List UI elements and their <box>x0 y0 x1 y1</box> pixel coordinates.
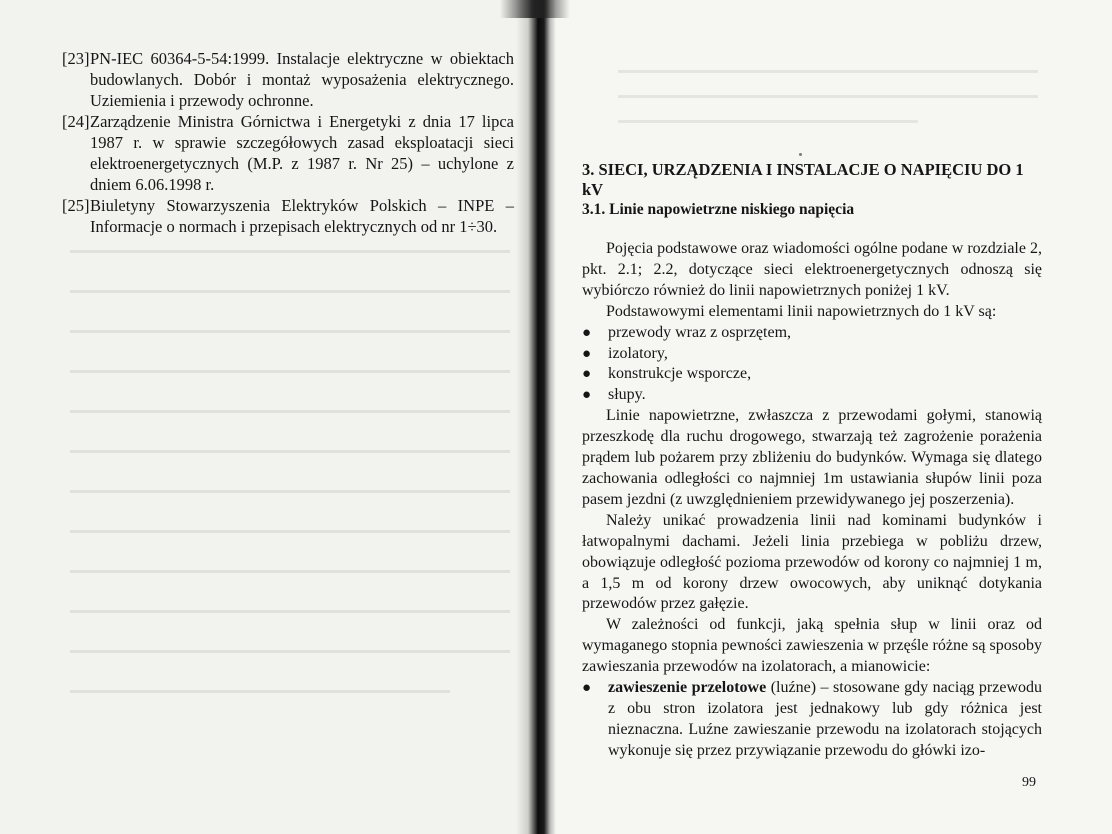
list-item-text <box>608 678 1042 762</box>
paragraph: Podstawowymi elementami linii napowietrznych do 1 kV są: <box>606 302 997 320</box>
paragraph: W zależności od funkcji, jaką spełnia słup w linii oraz od wymaganego stopnia pewności zawieszenia w przęśle różne są sposoby zawieszania przewodów na izolatorach, a mianowicie: <box>582 616 1042 676</box>
paragraph: Należy unikać prowadzenia linii nad kominami budynków i łatwopalnymi dachami. Jeżeli linia przebiega w pobliżu drzew, obowiązuje odległość pozioma przewodów od korony co najmniej 1 m, a 1,5 m od korony drzew owocowych, aby uniknąć dotykania przewodów przez gałęzie. <box>582 511 1042 613</box>
bleed-through <box>70 330 510 333</box>
list-item-text: konstrukcje wsporcze, <box>608 365 752 383</box>
reference-number: [23] <box>62 49 90 68</box>
list-item <box>582 364 1042 385</box>
bullet-icon: ● <box>582 387 592 404</box>
bleed-through <box>70 690 450 693</box>
book-edge-shadow <box>500 0 570 18</box>
method-term: zawieszenie przelotowe <box>608 679 767 697</box>
list-item <box>582 385 1042 406</box>
bleed-through <box>70 610 510 613</box>
bleed-through <box>70 290 510 293</box>
reference-item <box>62 111 514 195</box>
list-item-text: słupy. <box>608 386 646 404</box>
scan-speck <box>799 153 802 156</box>
bleed-through <box>70 370 510 373</box>
reference-item <box>62 195 514 237</box>
bullet-icon: ● <box>582 324 592 341</box>
book-gutter <box>516 0 556 834</box>
list-item-text: izolatory, <box>608 344 668 362</box>
bleed-through <box>70 450 510 453</box>
bleed-through <box>618 120 918 123</box>
reference-item <box>62 48 514 111</box>
list-item-text: przewody wraz z osprzętem, <box>608 323 792 341</box>
reference-number: [24] <box>62 112 90 131</box>
list-item <box>582 678 1042 762</box>
bleed-through <box>70 570 510 573</box>
page-number: 99 <box>1022 775 1036 790</box>
body-text <box>582 239 1042 762</box>
method-description: (luźne) – stosowane gdy naciąg przewodu z obu stron izolatora jest jednakowy lub gdy różnica jest nieznaczna. Luźne zawieszanie przewodu na izolatorach stojących wykonuje się przez przywiązanie przewodu do główki izo- <box>608 679 1043 759</box>
reference-text: PN-IEC 60364-5-54:1999. Instalacje elektryczne w obiektach budowlanych. Dobór i montaż wyposażenia elektrycznego. Uziemienia i przewody ochronne. <box>90 49 514 110</box>
bleed-through <box>70 530 510 533</box>
bullet-icon: ● <box>582 680 592 697</box>
reference-number: [25] <box>62 196 90 215</box>
bleed-through <box>70 410 510 413</box>
reference-list <box>62 48 514 237</box>
list-item <box>582 323 1042 344</box>
list-item <box>582 344 1042 365</box>
paragraph: Linie napowietrzne, zwłaszcza z przewodami gołymi, stanowią przeszkodę dla ruchu drogowego, stwarzają też zagrożenie porażenia prądem lub pożarem przy zbliżeniu do budynków. Wymaga się dlatego zachowania odległości co najmniej 1m ustawiania słupów linii poza pasem jezdni (z uwzględnieniem przewidywanego jej poszerzenia). <box>582 407 1042 508</box>
section-title: 3.1. Linie napowietrzne niskiego napięcia <box>582 201 855 218</box>
chapter-title: 3. SIECI, URZĄDZENIA I INSTALACJE O NAPIĘCIU DO 1 kV <box>582 160 1024 199</box>
bleed-through <box>70 650 510 653</box>
paragraph: Pojęcia podstawowe oraz wiadomości ogólne podane w rozdziale 2, pkt. 2.1; 2.2, dotyczące sieci elektroenergetycznych odnoszą się wybiórczo również do linii napowietrznych poniżej 1 kV. <box>582 240 1042 299</box>
reference-text: Biuletyny Stowarzyszenia Elektryków Polskich – INPE – Informacje o normach i przepisach elektrycznych od nr 1÷30. <box>90 196 514 236</box>
bleed-through <box>70 490 510 493</box>
bleed-through <box>618 95 1038 98</box>
bullet-icon: ● <box>582 345 592 362</box>
bullet-icon: ● <box>582 366 592 383</box>
reference-text: Zarządzenie Ministra Górnictwa i Energetyki z dnia 17 lipca 1987 r. w sprawie szczegółowych zasad eksploatacji sieci elektroenergetycznych (M.P. z 1987 r. Nr 25) – uchylone z dniem 6.06.1998 r. <box>90 112 514 194</box>
bleed-through <box>70 250 510 253</box>
bleed-through <box>618 70 1038 73</box>
